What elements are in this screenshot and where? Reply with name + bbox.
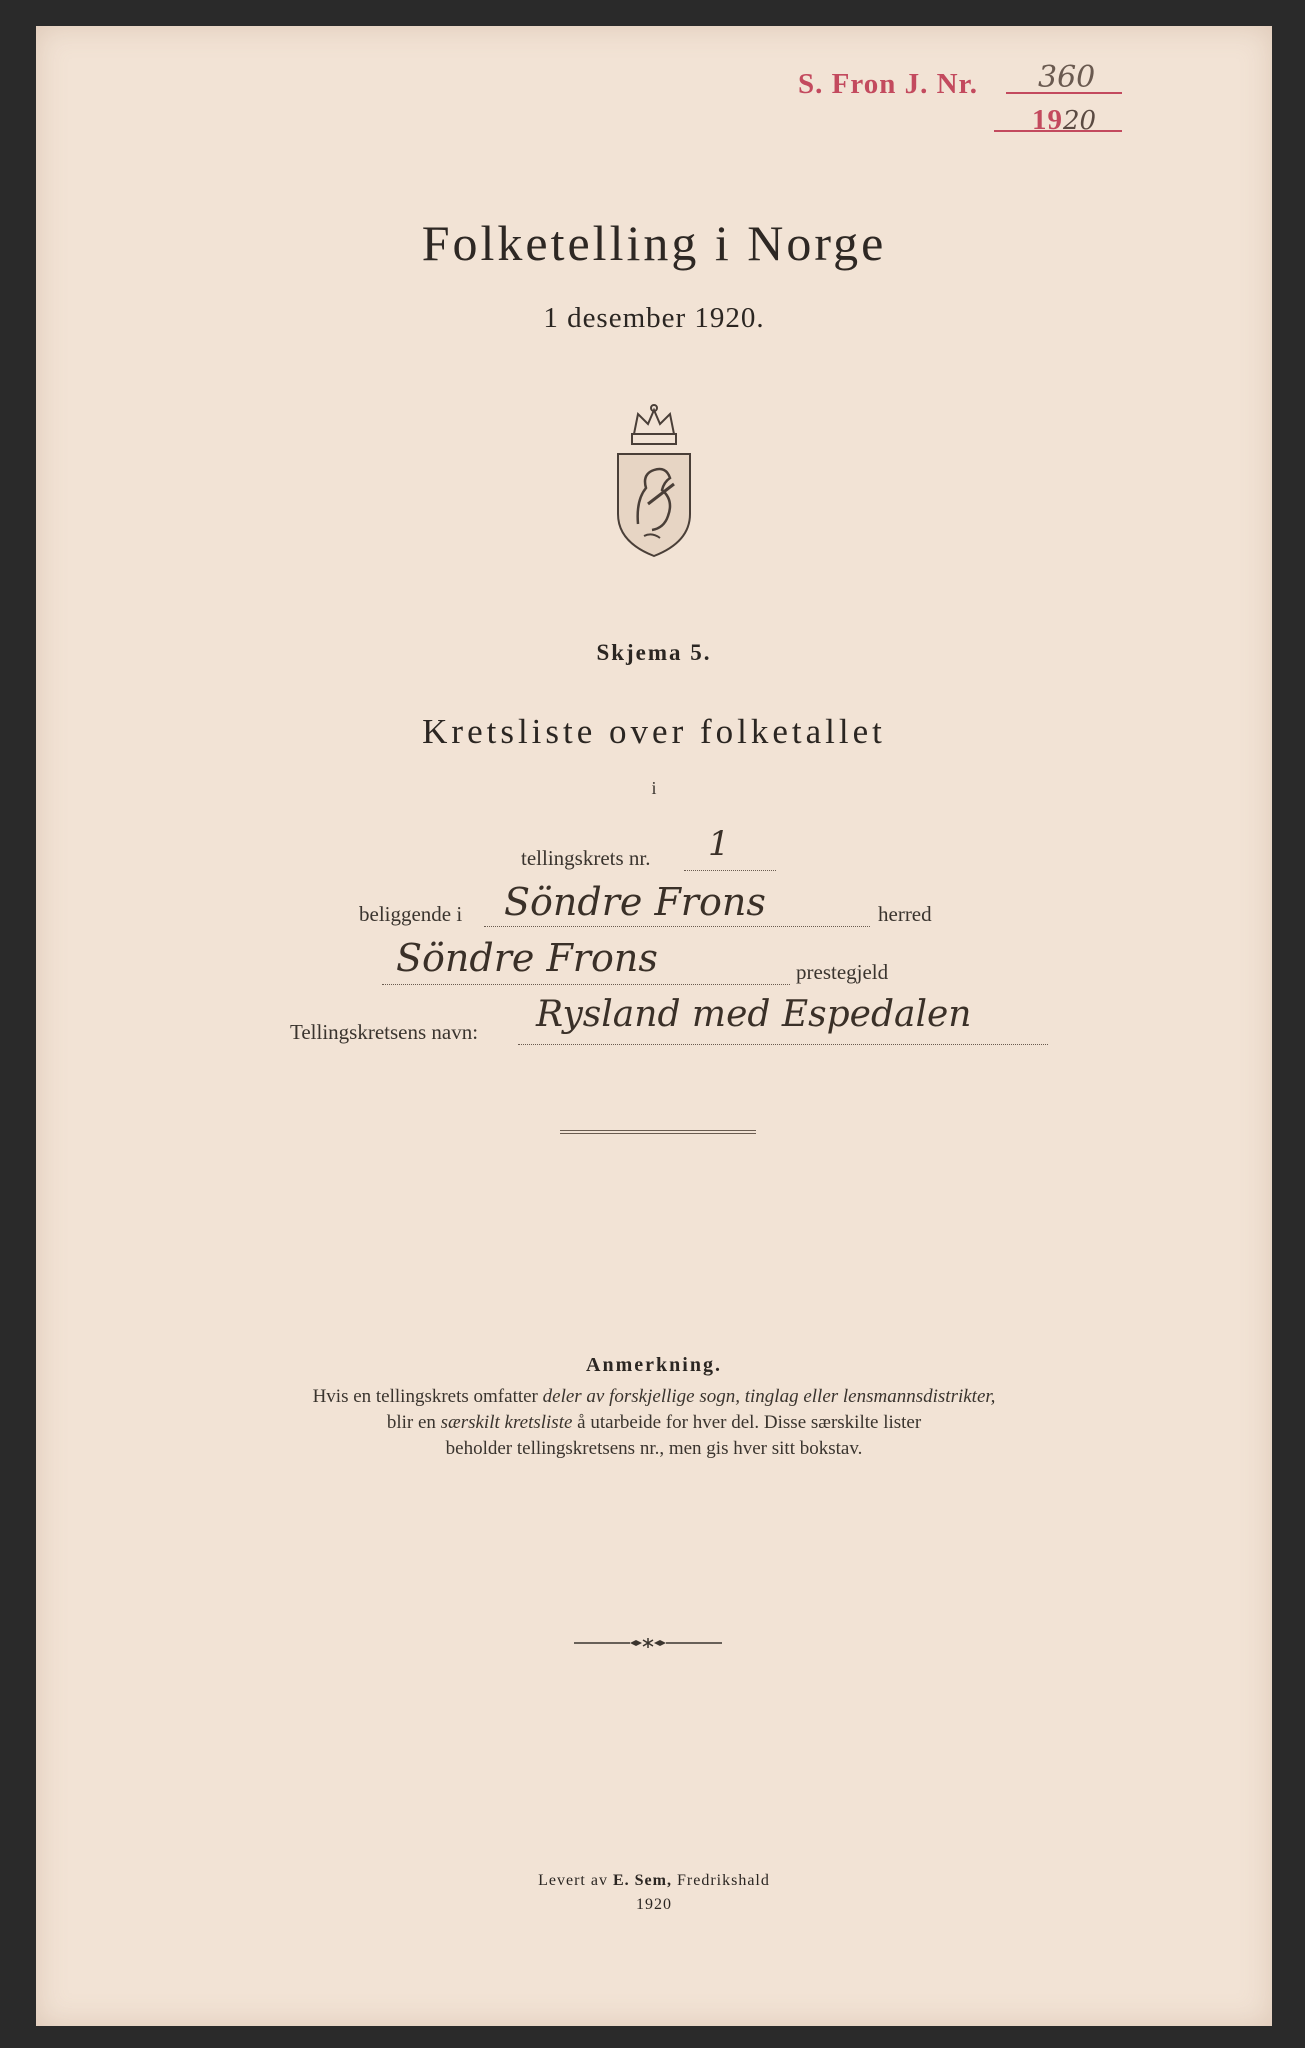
supplier-place: Fredrikshald bbox=[671, 1872, 770, 1889]
name-field-line bbox=[518, 1044, 1048, 1045]
name-label: Tellingskretsens navn: bbox=[290, 1020, 479, 1044]
note-line-1 bbox=[36, 1386, 1272, 1408]
note-line-2-c: å utarbeide for hver del. Disse særskilte lister bbox=[572, 1412, 922, 1433]
district-field-line bbox=[684, 870, 776, 871]
archive-stamp bbox=[798, 68, 978, 101]
ornament-divider-icon bbox=[574, 1636, 722, 1648]
note-line-3: beholder tellingskretsens nr., men gis hver sitt bokstav. bbox=[445, 1438, 863, 1459]
census-date: 1 desember 1920. bbox=[543, 302, 765, 334]
supplier-line bbox=[36, 1872, 1272, 1890]
district-label: tellingskrets nr. bbox=[521, 846, 651, 870]
supplier-prefix: Levert av bbox=[538, 1872, 613, 1889]
name-value: Rysland med Espedalen bbox=[536, 994, 972, 1035]
stamp-year-printed: 19 bbox=[1032, 104, 1063, 136]
parish-field-line bbox=[382, 984, 790, 985]
preposition-i: i bbox=[651, 778, 657, 798]
norwegian-coat-of-arms-icon bbox=[608, 404, 700, 560]
footer-year: 1920 bbox=[636, 1896, 672, 1913]
schema-number: Skjema 5. bbox=[596, 640, 712, 665]
stamp-year-written: 20 bbox=[1063, 106, 1097, 136]
stamp-prefix: S. Fron J. Nr. bbox=[798, 68, 978, 100]
note-line-2-b: særskilt kretsliste bbox=[440, 1412, 573, 1433]
located-label: beliggende i bbox=[359, 902, 463, 926]
located-field-line bbox=[484, 926, 870, 927]
district-value: 1 bbox=[708, 824, 730, 864]
parish-label: prestegjeld bbox=[796, 960, 889, 984]
form-heading: Kretsliste over folketallet bbox=[422, 712, 886, 751]
note-line-1-a: Hvis en tellingskrets omfatter bbox=[312, 1386, 543, 1407]
stamp-year bbox=[1032, 104, 1096, 137]
supplier-name: E. Sem, bbox=[612, 1872, 672, 1889]
note-line-2 bbox=[36, 1412, 1272, 1434]
note-title: Anmerkning. bbox=[586, 1354, 722, 1376]
stamp-number: 360 bbox=[1038, 60, 1096, 95]
section-divider bbox=[560, 1130, 756, 1134]
census-form-page bbox=[36, 26, 1272, 2026]
page-title: Folketelling i Norge bbox=[421, 215, 887, 271]
parish-value: Söndre Frons bbox=[396, 936, 658, 980]
herred-label: herred bbox=[878, 902, 932, 926]
note-line-1-b: deler av forskjellige sogn, tinglag eller lensmannsdistrikter, bbox=[542, 1386, 996, 1407]
note-line-2-a: blir en bbox=[386, 1412, 441, 1433]
located-value: Söndre Frons bbox=[504, 880, 766, 924]
